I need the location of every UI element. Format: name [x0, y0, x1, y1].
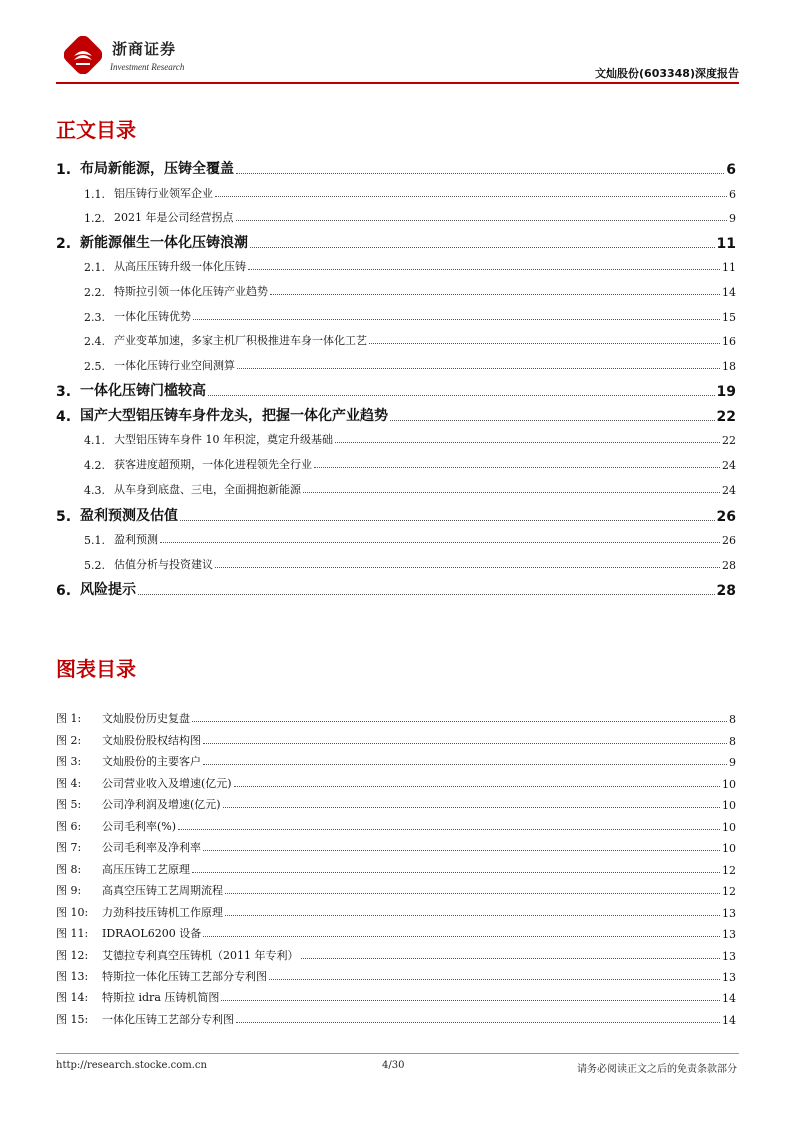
toc-subitem[interactable]: 4.2. 获客进度超预期，一体化进程领先全行业 24 — [84, 458, 736, 472]
brand-name-cn: 浙商证券 — [112, 40, 177, 58]
footer-divider — [56, 1053, 739, 1054]
page-number: 4/30 — [382, 1060, 405, 1071]
footer-disclaimer: 请务必阅读正文之后的免责条款部分 — [577, 1064, 737, 1075]
toc-title: 正文目录 — [56, 118, 136, 142]
zheshang-logo-icon — [64, 36, 102, 74]
figure-item[interactable]: 图 11: IDRAOL6200 设备 13 — [56, 927, 736, 941]
toc-subitem[interactable]: 4.3. 从车身到底盘、三电，全面拥抱新能源 24 — [84, 483, 736, 497]
page-header — [56, 30, 739, 82]
figure-item[interactable]: 图 9: 高真空压铸工艺周期流程 12 — [56, 884, 736, 898]
header-divider — [56, 82, 739, 84]
figure-item[interactable]: 图 10: 力劲科技压铸机工作原理 13 — [56, 906, 736, 920]
toc-item[interactable]: 5. 盈利预测及估值 26 — [56, 508, 736, 525]
figure-item[interactable]: 图 4: 公司营业收入及增速(亿元) 10 — [56, 777, 736, 791]
footer-url[interactable]: http://research.stocke.com.cn — [56, 1060, 207, 1071]
figure-item[interactable]: 图 2: 文灿股份股权结构图 8 — [56, 734, 736, 748]
figure-item[interactable]: 图 5: 公司净利润及增速(亿元) 10 — [56, 798, 736, 812]
toc-item[interactable]: 2. 新能源催生一体化压铸浪潮 11 — [56, 235, 736, 252]
toc-subitem[interactable]: 4.1. 大型铝压铸车身件 10 年积淀，奠定升级基础 22 — [84, 433, 736, 447]
figure-item[interactable]: 图 13: 特斯拉一体化压铸工艺部分专利图 13 — [56, 970, 736, 984]
figure-item[interactable]: 图 6: 公司毛利率(%) 10 — [56, 820, 736, 834]
toc-item[interactable]: 1. 布局新能源，压铸全覆盖 6 — [56, 161, 736, 178]
figures-title: 图表目录 — [56, 657, 136, 681]
figure-item[interactable]: 图 1: 文灿股份历史复盘 8 — [56, 712, 736, 726]
report-title: 文灿股份(603348)深度报告 — [595, 67, 739, 80]
figure-item[interactable]: 图 14: 特斯拉 idra 压铸机简图 14 — [56, 991, 736, 1005]
toc-subitem[interactable]: 5.1. 盈利预测 26 — [84, 533, 736, 547]
toc-subitem[interactable]: 1.1. 铝压铸行业领军企业 6 — [84, 187, 736, 201]
figure-item[interactable]: 图 8: 高压压铸工艺原理 12 — [56, 863, 736, 877]
toc-subitem[interactable]: 2.3. 一体化压铸优势 15 — [84, 310, 736, 324]
toc-item[interactable]: 6. 风险提示 28 — [56, 582, 736, 599]
toc-subitem[interactable]: 2.5. 一体化压铸行业空间测算 18 — [84, 359, 736, 373]
brand-name-en: Investment Research — [110, 62, 185, 72]
toc-subitem[interactable]: 5.2. 估值分析与投资建议 28 — [84, 558, 736, 572]
toc-subitem[interactable]: 2.4. 产业变革加速，多家主机厂积极推进车身一体化工艺 16 — [84, 334, 736, 348]
toc-subitem[interactable]: 1.2. 2021 年是公司经营拐点 9 — [84, 211, 736, 225]
toc-subitem[interactable]: 2.1. 从高压压铸升级一体化压铸 11 — [84, 260, 736, 274]
toc-subitem[interactable]: 2.2. 特斯拉引领一体化压铸产业趋势 14 — [84, 285, 736, 299]
figure-item[interactable]: 图 7: 公司毛利率及净利率 10 — [56, 841, 736, 855]
toc-item[interactable]: 4. 国产大型铝压铸车身件龙头，把握一体化产业趋势 22 — [56, 408, 736, 425]
toc-item[interactable]: 3. 一体化压铸门槛较高 19 — [56, 383, 736, 400]
figure-item[interactable]: 图 12: 艾德拉专利真空压铸机（2011 年专利） 13 — [56, 949, 736, 963]
figure-item[interactable]: 图 3: 文灿股份的主要客户 9 — [56, 755, 736, 769]
figure-item[interactable]: 图 15: 一体化压铸工艺部分专利图 14 — [56, 1013, 736, 1027]
